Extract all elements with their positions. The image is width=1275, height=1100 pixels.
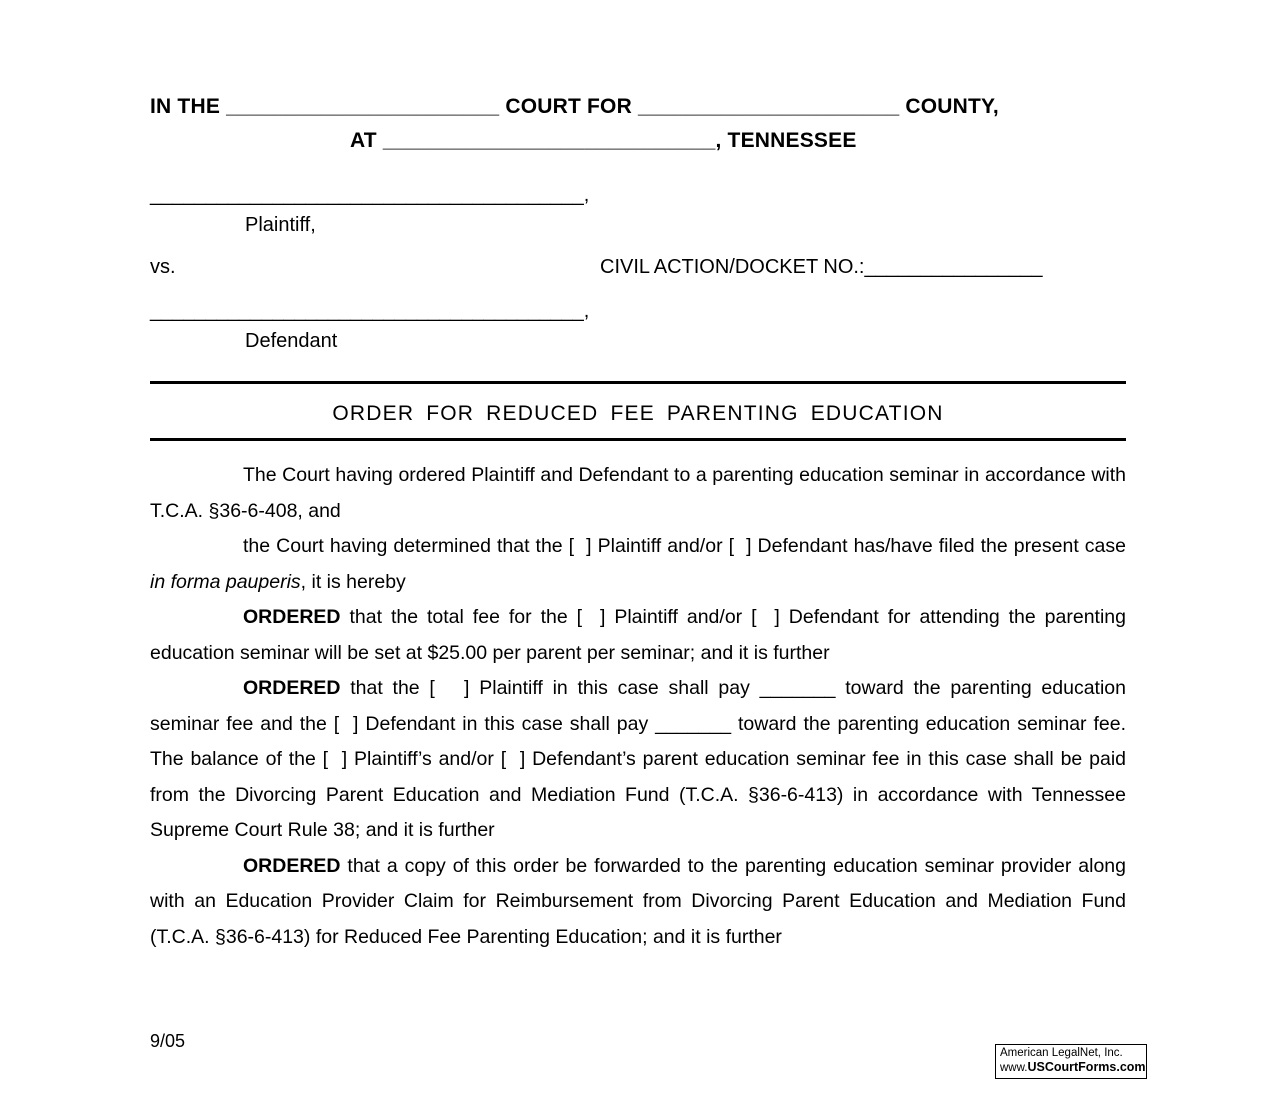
paragraph-2: the Court having determined that the [ ] Plaintiff and/or [ ] Defendant has/have filed the present case in forma pauperis, it is hereby [150,535,1126,593]
ordered-keyword-3: ORDERED [243,854,341,877]
plaintiff-block [150,180,1140,240]
legalnet-website-domain: USCourtForms.com [1027,1060,1146,1074]
versus-label: vs. [150,256,176,278]
legalnet-website-prefix: www. [1000,1062,1028,1074]
ordered-keyword-1: ORDERED [243,606,341,628]
versus-docket-row [150,252,1140,282]
paragraph-1-text: The Court having ordered Plaintiff and Defendant to a parenting education seminar in accordance with T.C.A. §36-6-408, and [150,464,1126,522]
paragraph-3: ORDERED that the total fee for the [ ] Plaintiff and/or [ ] Defendant for attending the parenting education seminar will be set at $25.00 per parent per seminar; and it is further [150,606,1126,664]
defendant-label: Defendant [245,330,338,352]
title-rule-bottom [150,438,1126,441]
legalnet-website [1000,1060,1146,1075]
order-body [150,458,1126,955]
caption-court-line: IN THE _______________________ COURT FOR ______________________ COUNTY, [150,95,999,118]
in-forma-pauperis-emphasis: in forma pauperis [150,570,301,593]
document-title: ORDER FOR REDUCED FEE PARENTING EDUCATION [332,402,944,425]
title-rule-top [150,381,1126,384]
plaintiff-label: Plaintiff, [245,214,316,236]
legalnet-stamp [995,1044,1147,1079]
caption-county-line: AT ____________________________, TENNESSEE [350,129,857,152]
defendant-name-rule: _______________________________________, [150,300,590,322]
legalnet-company: American LegalNet, Inc. [1000,1047,1123,1059]
defendant-block [150,296,1140,356]
docket-number-field: CIVIL ACTION/DOCKET NO.:________________ [600,256,1043,278]
revision-date: 9/05 [150,1031,186,1051]
paragraph-5: ORDERED that a copy of this order be forwarded to the parenting education seminar provider along with an Education Provider Claim for Reimbursement from Divorcing Parent Education and Mediation Fund (T.C.A. §36-6-413) for Reduced Fee Parenting Education; and it is further [150,854,1126,948]
paragraph-1 [150,458,1126,529]
court-caption [150,90,1130,158]
ordered-keyword-2: ORDERED [243,677,341,699]
paragraph-4: ORDERED that the [ ] Plaintiff in this case shall pay _______ toward the parenting education seminar fee and the [ ] Defendant in this case shall pay _______ toward the parenting education seminar fee. The balance of the [ ] Plaintiff’s and/or [ ] Defendant’s parent education seminar fee in this case shall be paid from the Divorcing Parent Education and Mediation Fund (T.C.A. §36-6-413) in accordance with Tennessee Supreme Court Rule 38; and it is further [150,677,1126,841]
plaintiff-name-rule: _______________________________________, [150,184,590,206]
